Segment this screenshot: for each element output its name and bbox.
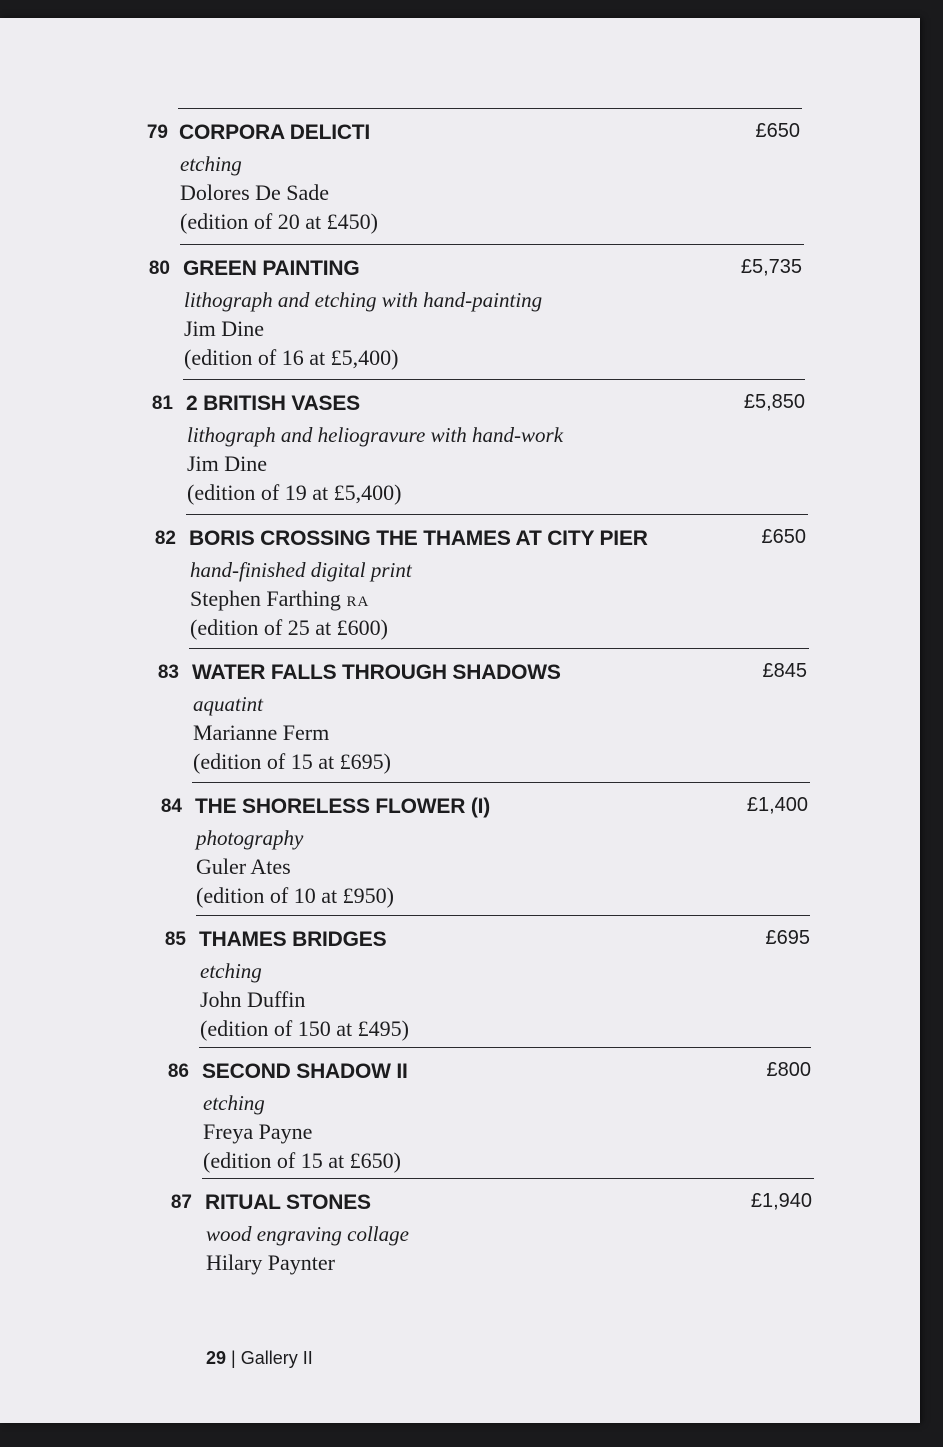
lot-number: 83 [157, 662, 179, 683]
lot-number: 82 [154, 528, 176, 549]
work-title: CORPORA DELICTI [179, 121, 371, 144]
edition-info: (edition of 19 at £5,400) [187, 480, 402, 505]
lot-number: 86 [167, 1061, 189, 1082]
lot-number: 81 [151, 393, 173, 414]
lot-number: 80 [148, 258, 170, 279]
price: £695 [765, 927, 810, 949]
work-medium: lithograph and heliogravure with hand-work [187, 423, 564, 447]
artist-name: Freya Payne [203, 1119, 313, 1144]
lot-number: 85 [164, 929, 186, 950]
edition-info: (edition of 15 at £650) [203, 1148, 401, 1173]
divider [189, 648, 809, 649]
work-medium: etching [180, 152, 242, 176]
work-title: SECOND SHADOW II [202, 1060, 408, 1083]
price: £800 [766, 1059, 811, 1081]
work-title: RITUAL STONES [205, 1191, 371, 1214]
artist-name: Marianne Ferm [193, 720, 330, 745]
divider [202, 1178, 814, 1179]
artist-name [190, 586, 369, 612]
artist-name: Hilary Paynter [206, 1250, 335, 1275]
price: £845 [762, 660, 807, 682]
divider [199, 1047, 811, 1048]
work-medium: etching [200, 959, 262, 983]
lot-number: 87 [170, 1192, 192, 1213]
edition-info: (edition of 150 at £495) [200, 1016, 409, 1041]
catalogue-entry [151, 379, 805, 513]
artist-name: John Duffin [200, 987, 306, 1012]
catalogue-entry [167, 1047, 811, 1181]
page-number: 29 [206, 1348, 227, 1368]
edition-info: (edition of 16 at £5,400) [184, 345, 399, 370]
divider [192, 782, 810, 783]
catalogue-entry [154, 514, 808, 648]
work-medium: etching [203, 1091, 265, 1115]
price: £1,400 [746, 794, 808, 816]
artist-name-text: Stephen Farthing [190, 586, 341, 611]
work-medium: aquatint [193, 692, 264, 716]
lot-number: 84 [160, 796, 182, 817]
price: £650 [761, 526, 806, 548]
page-footer [206, 1348, 313, 1369]
divider [183, 379, 805, 380]
divider [178, 108, 802, 109]
price: £650 [755, 120, 800, 142]
edition-info: (edition of 20 at £450) [180, 209, 378, 234]
work-title: 2 BRITISH VASES [186, 392, 360, 415]
divider [196, 915, 810, 916]
artist-name: Dolores De Sade [180, 180, 330, 205]
price: £1,940 [750, 1190, 812, 1212]
divider [180, 244, 804, 245]
divider [186, 514, 808, 515]
artist-name: Guler Ates [196, 854, 291, 879]
section-name: Gallery II [240, 1348, 313, 1368]
edition-info: (edition of 25 at £600) [190, 615, 388, 640]
edition-info: (edition of 15 at £695) [193, 749, 391, 774]
work-medium: lithograph and etching with hand-painting [184, 288, 543, 312]
catalogue-entry [146, 108, 802, 242]
work-medium: photography [196, 826, 304, 850]
catalogue-page [0, 18, 920, 1423]
price: £5,850 [743, 391, 805, 413]
catalogue-entry [157, 648, 809, 782]
artist-name: Jim Dine [187, 451, 268, 476]
edition-info: (edition of 10 at £950) [196, 883, 394, 908]
work-title: GREEN PAINTING [183, 257, 360, 280]
artist-name: Jim Dine [184, 316, 265, 341]
work-title: THE SHORELESS FLOWER (I) [195, 795, 491, 818]
catalogue-entry [148, 244, 804, 378]
catalogue-entry [170, 1178, 814, 1312]
work-title: WATER FALLS THROUGH SHADOWS [192, 661, 561, 684]
work-medium: wood engraving collage [206, 1222, 409, 1246]
price: £5,735 [740, 256, 802, 278]
artist-suffix: RA [346, 594, 370, 610]
work-title: THAMES BRIDGES [199, 928, 387, 951]
catalogue-entry [164, 915, 810, 1049]
work-medium: hand-finished digital print [190, 558, 412, 582]
work-title: BORIS CROSSING THE THAMES AT CITY PIER [189, 527, 648, 550]
lot-number: 79 [146, 122, 168, 143]
footer-separator: | [231, 1348, 236, 1368]
catalogue-entry [160, 782, 810, 916]
